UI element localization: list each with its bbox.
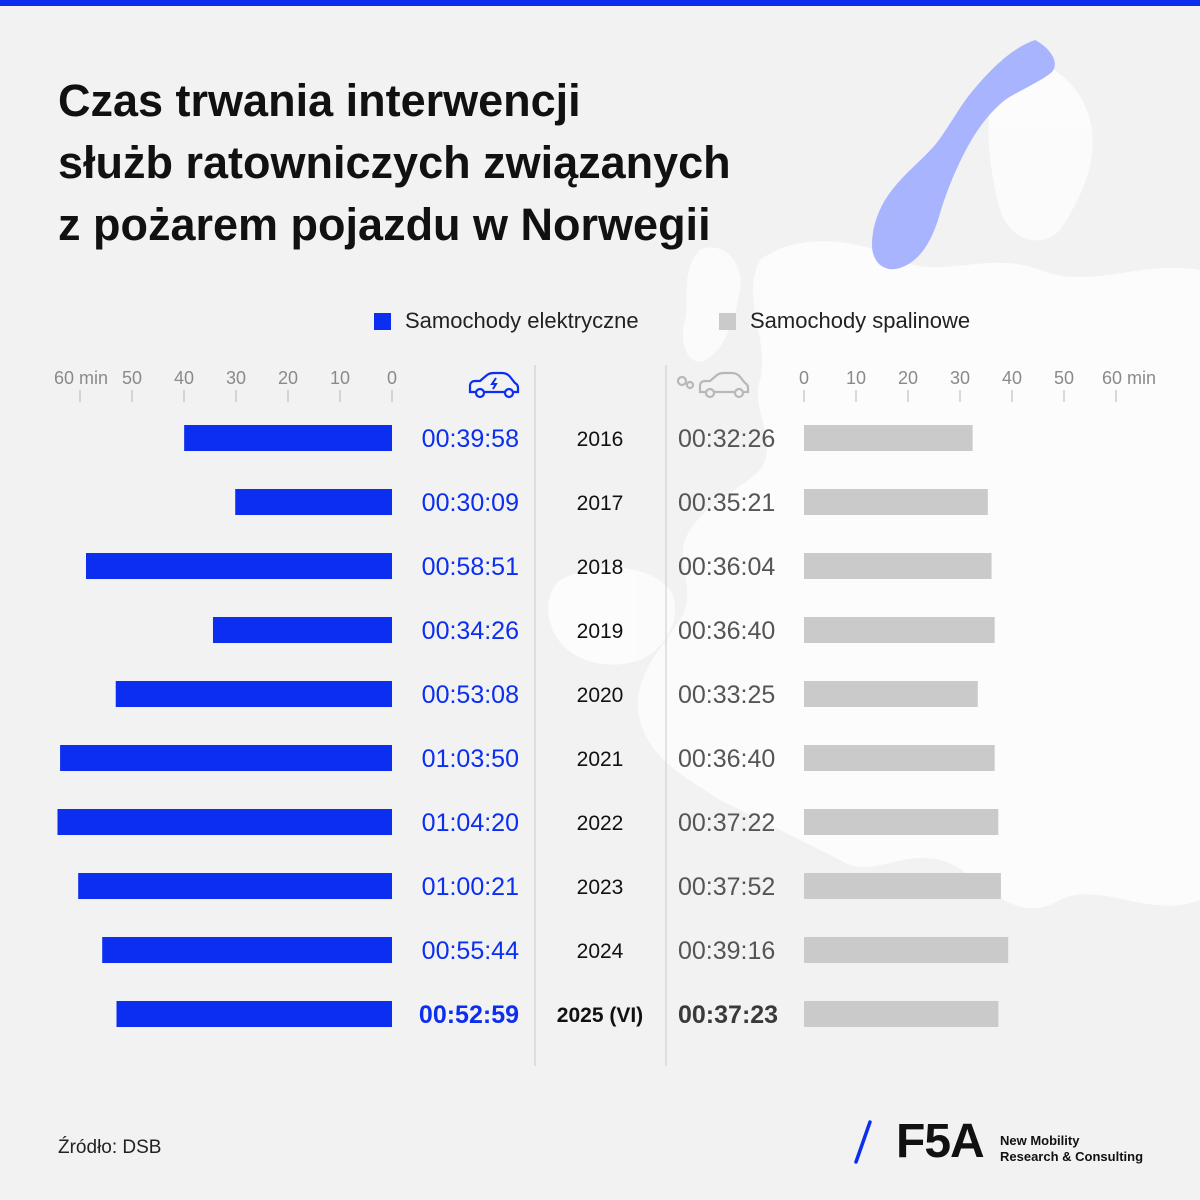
brand-tagline [1000, 1133, 1143, 1165]
bar-combustion [804, 1001, 998, 1027]
data-label-combustion: 00:33:25 [678, 681, 776, 709]
bar-combustion [804, 617, 995, 643]
right-axis-tick-label: 50 [1053, 368, 1075, 388]
data-label-combustion: 00:36:40 [678, 617, 776, 645]
category-label-year: 2023 [576, 876, 624, 899]
bar-electric [86, 553, 392, 579]
left-axis-tick-label: 40 [173, 368, 195, 388]
bar-electric [57, 809, 392, 835]
left-axis-tick-label: 0 [386, 368, 398, 388]
legend-label-combustion: Samochody spalinowe [750, 308, 971, 333]
bar-combustion [804, 681, 978, 707]
data-label-electric: 01:04:20 [421, 809, 519, 837]
category-label-year: 2020 [576, 684, 624, 707]
source-note: Źródło: DSB [58, 1137, 162, 1158]
bar-combustion [804, 553, 992, 579]
category-label-year: 2017 [576, 492, 624, 515]
data-label-electric: 01:03:50 [421, 745, 519, 773]
bar-electric [213, 617, 392, 643]
left-axis-tick-label: 60 min [53, 368, 109, 388]
combustion-car-icon [678, 373, 748, 397]
bar-electric [117, 1001, 392, 1027]
right-axis-tick-label: 30 [949, 368, 971, 388]
bar-electric [78, 873, 392, 899]
data-label-combustion: 00:36:40 [678, 745, 776, 773]
data-label-electric: 00:34:26 [421, 617, 519, 645]
data-label-combustion: 00:39:16 [678, 937, 776, 965]
left-axis-tick-label: 30 [225, 368, 247, 388]
data-label-combustion: 00:37:23 [678, 1001, 779, 1029]
legend-label-electric: Samochody elektryczne [405, 308, 639, 333]
bar-combustion [804, 809, 998, 835]
bar-electric [116, 681, 392, 707]
data-label-electric: 00:58:51 [421, 553, 519, 581]
data-label-combustion: 00:37:22 [678, 809, 776, 837]
title-line-2: służb ratowniczych związanych [58, 137, 731, 188]
bar-combustion [804, 937, 1008, 963]
logo-slash-icon [848, 1118, 878, 1166]
brand-tagline-line-2: Research & Consulting [1000, 1149, 1144, 1164]
bar-electric [235, 489, 392, 515]
left-axis-tick-label: 10 [329, 368, 351, 388]
right-axis-tick-label: 40 [1001, 368, 1023, 388]
category-label-year: 2024 [576, 940, 624, 963]
bar-combustion [804, 489, 988, 515]
bar-electric [102, 937, 392, 963]
right-axis-tick-label: 0 [798, 368, 810, 388]
data-label-combustion: 00:32:26 [678, 425, 776, 453]
data-label-electric: 00:55:44 [421, 937, 519, 965]
data-label-electric: 00:52:59 [418, 1001, 519, 1029]
brand-logo-mark: F5A [896, 1115, 984, 1168]
bar-electric [60, 745, 392, 771]
right-axis-tick-label: 10 [845, 368, 867, 388]
data-label-combustion: 00:35:21 [678, 489, 776, 517]
right-axis-tick-label: 60 min [1102, 368, 1157, 388]
left-axis-tick-label: 50 [121, 368, 143, 388]
brand-tagline-line-1: New Mobility [1000, 1133, 1080, 1148]
category-label-year: 2022 [576, 812, 624, 835]
data-label-electric: 00:53:08 [421, 681, 519, 709]
data-label-combustion: 00:37:52 [678, 873, 776, 901]
category-label-year: 2018 [576, 556, 624, 579]
category-label-year: 2021 [576, 748, 624, 771]
data-label-combustion: 00:36:04 [678, 553, 776, 581]
bar-electric [184, 425, 392, 451]
right-axis-tick-label: 20 [897, 368, 919, 388]
data-label-electric: 00:39:58 [421, 425, 519, 453]
title-line-3: z pożarem pojazdu w Norwegii [58, 199, 711, 250]
category-label-year: 2019 [576, 620, 624, 643]
data-label-electric: 01:00:21 [421, 873, 519, 901]
category-label-year: 2025 (VI) [556, 1004, 644, 1027]
bar-combustion [804, 873, 1001, 899]
data-label-electric: 00:30:09 [421, 489, 519, 517]
electric-car-icon [470, 373, 518, 397]
title-line-1: Czas trwania interwencji [58, 75, 581, 126]
bar-combustion [804, 425, 973, 451]
category-label-year: 2016 [576, 428, 624, 451]
bar-combustion [804, 745, 995, 771]
left-axis-tick-label: 20 [277, 368, 299, 388]
